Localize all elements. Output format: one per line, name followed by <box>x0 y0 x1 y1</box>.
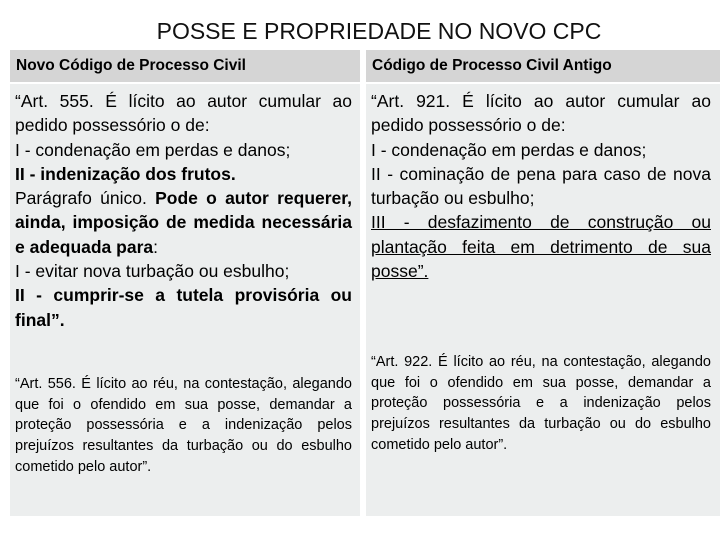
comparison-table <box>10 50 720 516</box>
art-555-paragraph <box>15 186 352 259</box>
column-old-cpc <box>366 84 720 516</box>
column-new-cpc <box>10 84 360 516</box>
art-922-block <box>371 352 711 456</box>
art-555-paragraph-item-i: I - evitar nova turbação ou esbulho; <box>15 261 290 282</box>
header-old-cpc: Código de Processo Civil Antigo <box>366 50 720 82</box>
art-555-item-ii: II - indenização dos frutos. <box>15 163 236 184</box>
art-555-paragraph-colon: : <box>153 236 158 257</box>
art-556-text: “Art. 556. É lícito ao réu, na contestação, alegando que foi o ofendido em sua posse, demandar a proteção possessória e a indenização pelos prejuízos resultantes da turbação ou do esbulho cometido pelo autor”. <box>15 376 352 475</box>
art-921-block <box>371 89 711 283</box>
art-555-paragraph-bold: Pode o autor requerer, ainda, imposição de medida necessária e adequada para <box>15 188 352 257</box>
page-title: POSSE E PROPRIEDADE NO NOVO CPC <box>156 18 602 44</box>
art-555-intro: “Art. 555. É lícito ao autor cumular ao pedido possessório o de: <box>15 91 352 136</box>
art-555-paragraph-prefix: Parágrafo único. <box>15 188 156 209</box>
art-555-block <box>15 89 352 332</box>
art-556-block <box>15 374 352 478</box>
art-555-paragraph-item-ii: II - cumprir-se a tutela provisória ou final”. <box>15 285 352 330</box>
art-921-item-ii: II - cominação de pena para caso de nova turbação ou esbulho; <box>371 163 711 209</box>
art-921-item-iii: III - desfazimento de construção ou plantação feita em detrimento de sua posse”. <box>371 212 711 282</box>
art-922-text: “Art. 922. É lícito ao réu, na contestação, alegando que foi o ofendido em sua posse, demandar a proteção possessória e a indenização pelos prejuízos resultantes da turbação ou do esbulho cometido pelo autor”. <box>371 354 711 453</box>
art-921-item-i: I - condenação em perdas e danos; <box>371 139 647 160</box>
art-555-item-i: I - condenação em perdas e danos; <box>15 139 291 160</box>
header-new-cpc: Novo Código de Processo Civil <box>10 50 360 82</box>
art-921-intro: “Art. 921. É lícito ao autor cumular ao pedido possessório o de: <box>371 91 711 136</box>
